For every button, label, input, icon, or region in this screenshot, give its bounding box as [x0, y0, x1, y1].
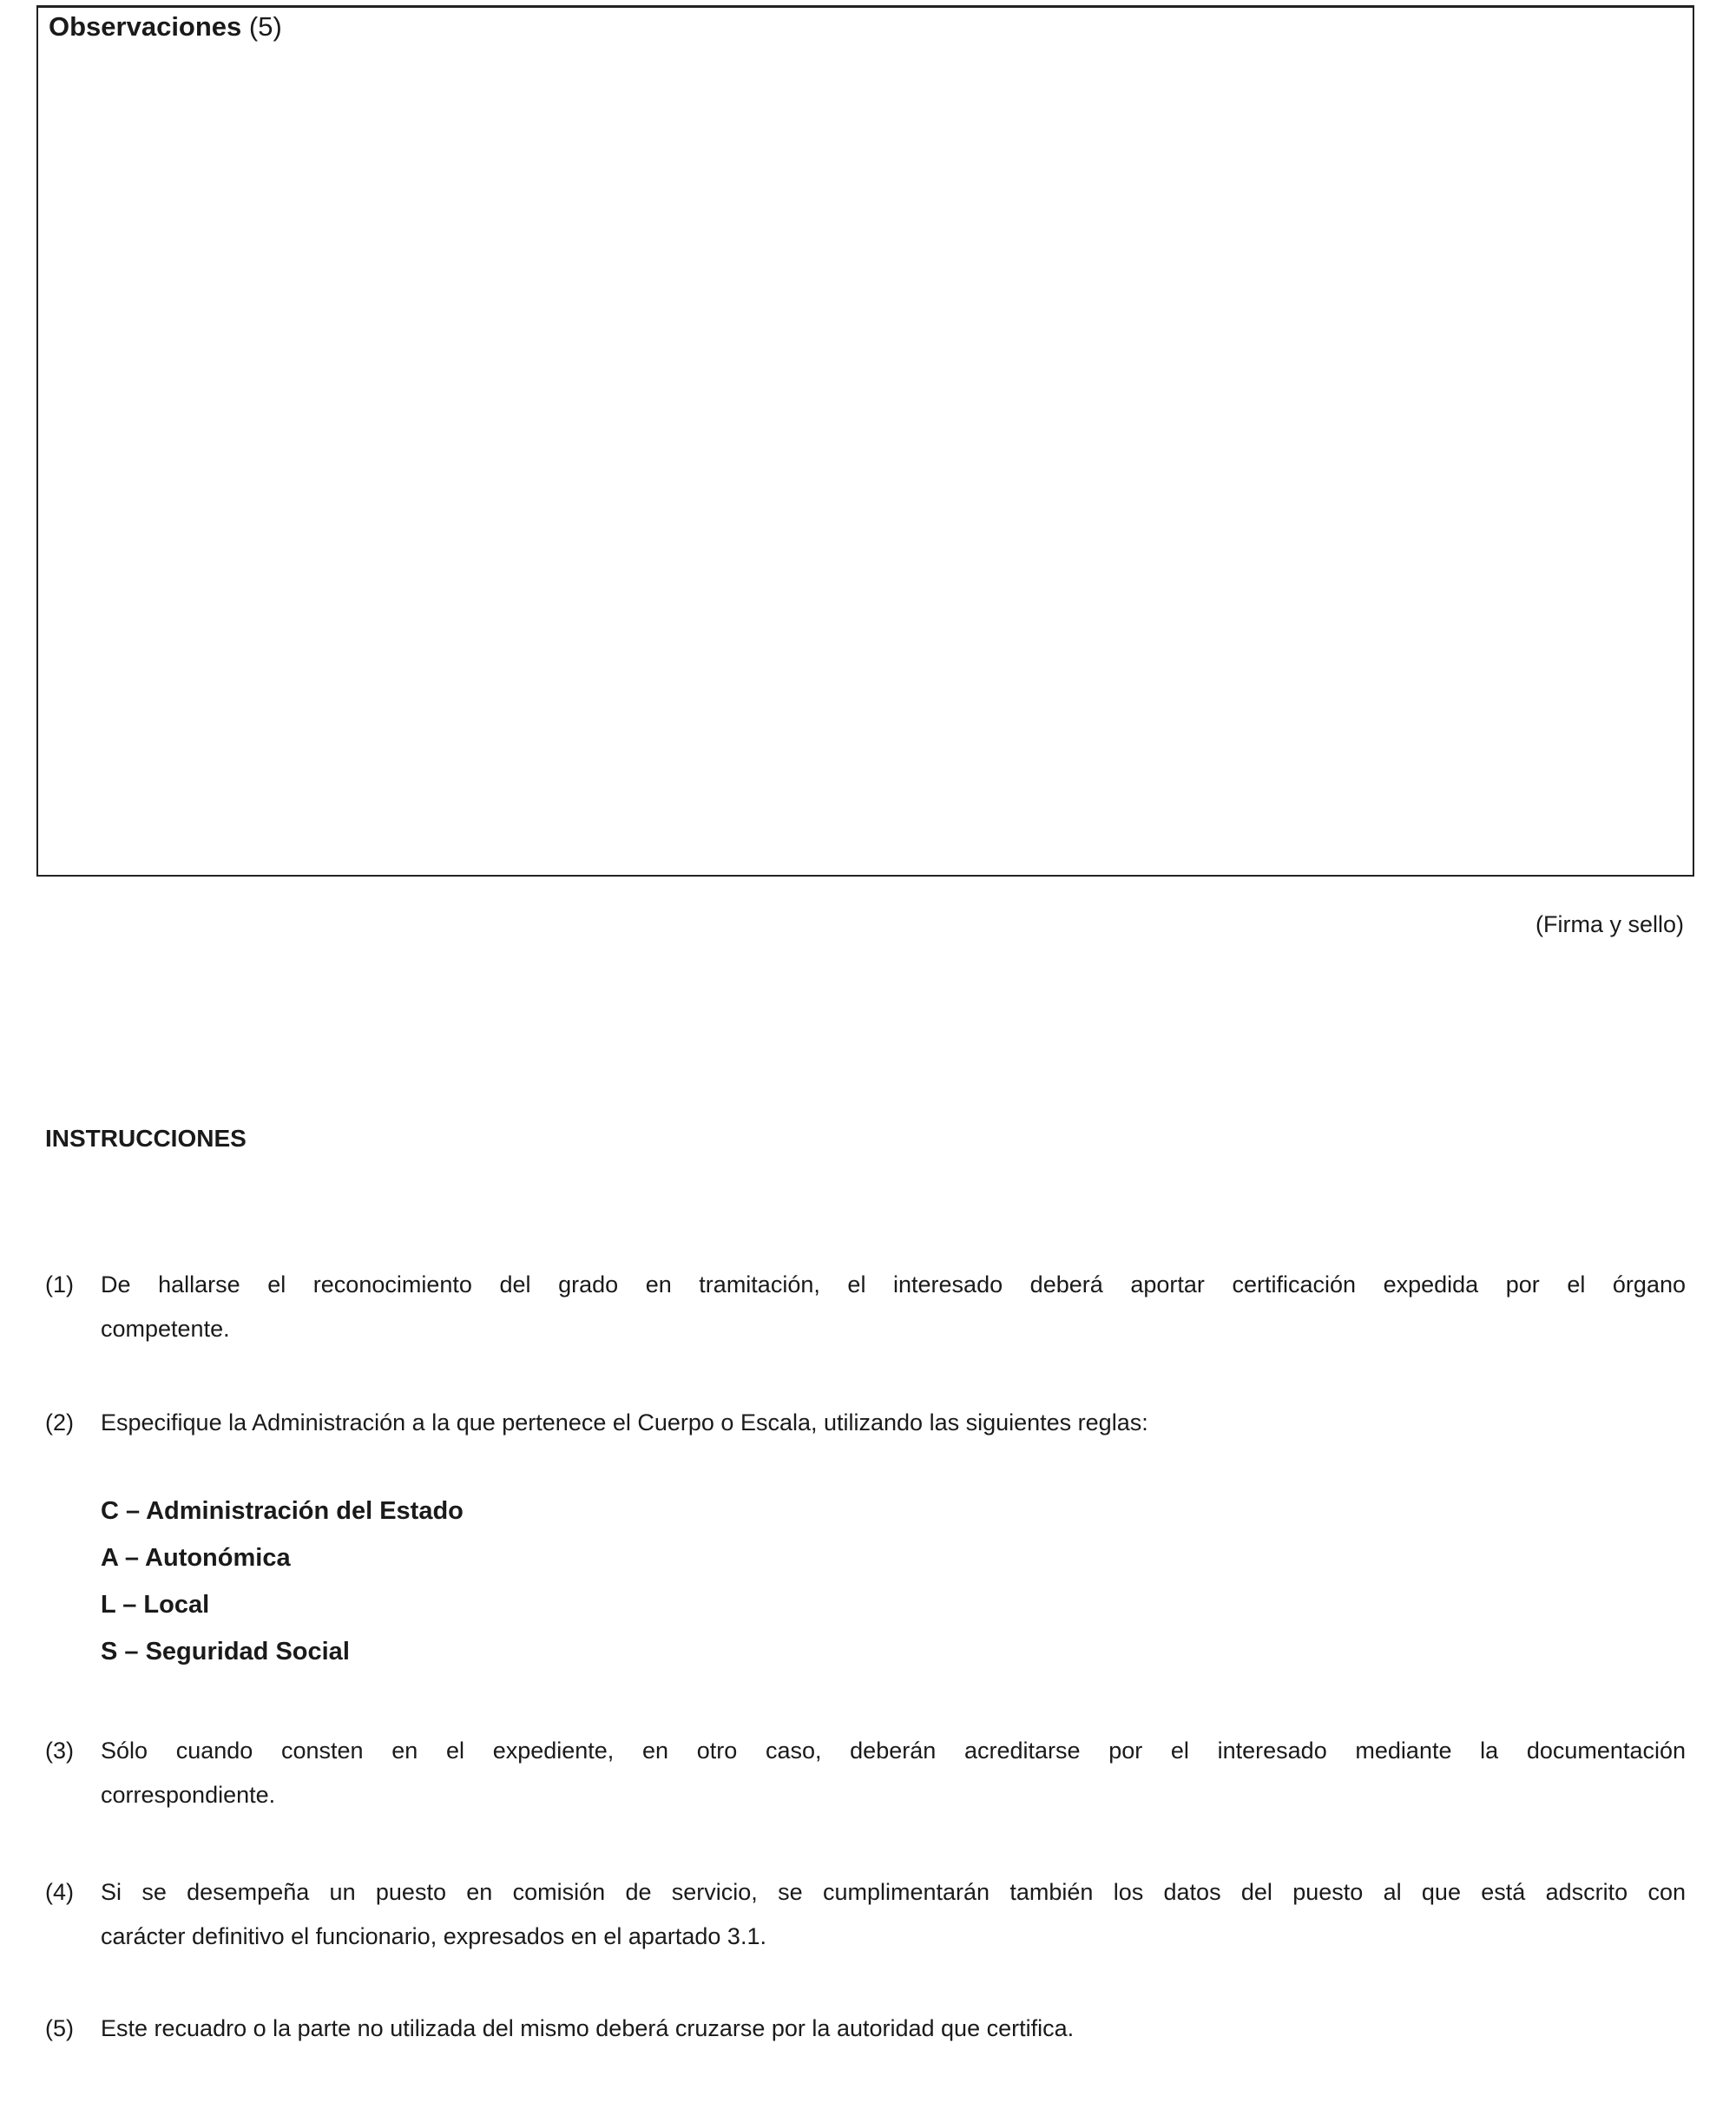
note-text: Este recuadro o la parte no utilizada del mismo deberá cruzarse por la autoridad que certifica. — [101, 2015, 1075, 2041]
note-text: Si se desempeña un puesto en comisión de servicio, se cumplimentarán también los datos del puesto al que está adscrito con — [101, 1879, 1686, 1905]
note-text-cont: competente. — [101, 1316, 230, 1342]
observations-label: Observaciones — [49, 11, 242, 42]
signature-label: (Firma y sello) — [1535, 911, 1684, 937]
note-text: Especifique la Administración a la que pertenece el Cuerpo o Escala, utilizando las siguientes reglas: — [101, 1409, 1148, 1436]
instruction-note-1 — [45, 1263, 1686, 1351]
instruction-note-4 — [45, 1870, 1686, 1959]
note-number: (4) — [45, 1879, 74, 1905]
rule-a: A – Autonómica — [101, 1544, 291, 1572]
observations-title — [49, 11, 282, 43]
note-number: (3) — [45, 1738, 74, 1764]
instructions-heading: INSTRUCCIONES — [45, 1125, 247, 1152]
rule-c: C – Administración del Estado — [101, 1497, 464, 1525]
instruction-note-2 — [45, 1401, 1686, 1445]
note-text-cont: carácter definitivo el funcionario, expresados en el apartado 3.1. — [101, 1923, 766, 1949]
note-number: (5) — [45, 2015, 74, 2041]
observations-ref: (5) — [248, 11, 282, 42]
note-number: (1) — [45, 1271, 74, 1298]
note-text: De hallarse el reconocimiento del grado en tramitación, el interesado deberá aportar certificación expedida por el órgano — [101, 1271, 1686, 1298]
observations-box[interactable] — [36, 5, 1694, 877]
instruction-note-3 — [45, 1729, 1686, 1817]
note-text: Sólo cuando consten en el expediente, en otro caso, deberán acreditarse por el interesado mediante la documentación — [101, 1738, 1686, 1764]
note-text-cont: correspondiente. — [101, 1782, 276, 1808]
rule-l: L – Local — [101, 1591, 210, 1619]
note-number: (2) — [45, 1409, 74, 1436]
rule-s: S – Seguridad Social — [101, 1638, 350, 1666]
instruction-note-5 — [45, 2007, 1686, 2051]
